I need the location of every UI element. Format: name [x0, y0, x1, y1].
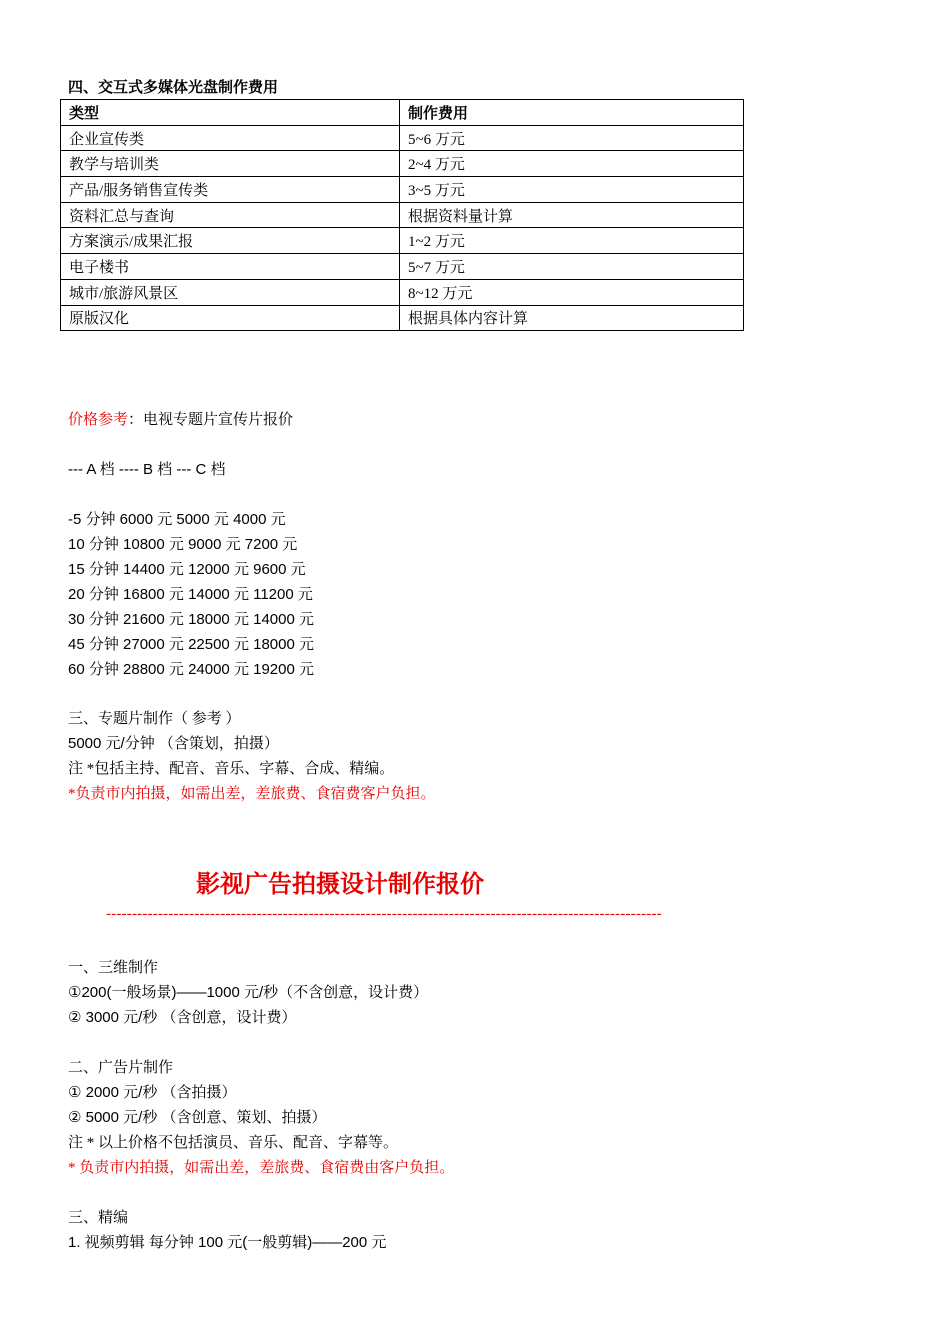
cell-cost: 8~12 万元 — [400, 279, 744, 305]
cell-cost: 5~7 万元 — [400, 254, 744, 280]
tv-price-row: 45 分钟 27000 元 22500 元 18000 元 — [68, 636, 314, 653]
cell-cost: 2~4 万元 — [400, 151, 744, 177]
three-d-item: ①200(一般场景)——1000 元/秒（不含创意，设计费） — [68, 984, 429, 1001]
cell-type: 资料汇总与查询 — [61, 202, 400, 228]
cell-type: 企业宣传类 — [61, 125, 400, 151]
commercial-item: ① 2000 元/秒 （含拍摄） — [68, 1084, 237, 1101]
cell-type: 城市/旅游风景区 — [61, 279, 400, 305]
table-row — [61, 279, 744, 305]
commercial-warning: * 负责市内拍摄，如需出差，差旅费、食宿费由客户负担。 — [68, 1160, 455, 1176]
cell-cost: 1~2 万元 — [400, 228, 744, 254]
tv-price-row: -5 分钟 6000 元 5000 元 4000 元 — [68, 511, 286, 528]
three-d-title: 一、三维制作 — [68, 960, 159, 976]
table-row — [61, 228, 744, 254]
editing-item: 1. 视频剪辑 每分钟 100 元(一般剪辑)——200 元 — [68, 1234, 387, 1251]
cell-type: 方案演示/成果汇报 — [61, 228, 400, 254]
price-reference-text: ：电视专题片宣传片报价 — [128, 412, 294, 428]
feature-film-note: 注 *包括主持、配音、音乐、字幕、合成、精编。 — [68, 761, 395, 777]
cell-cost: 5~6 万元 — [400, 125, 744, 151]
tier-header: --- A 档 ---- B 档 --- C 档 — [68, 461, 226, 478]
table-row — [61, 177, 744, 203]
cell-type: 产品/服务销售宣传类 — [61, 177, 400, 203]
cell-type: 教学与培训类 — [61, 151, 400, 177]
feature-film-warning: *负责市内拍摄，如需出差，差旅费、食宿费客户负担。 — [68, 786, 436, 802]
cell-cost: 3~5 万元 — [400, 177, 744, 203]
tv-price-row: 15 分钟 14400 元 12000 元 9600 元 — [68, 561, 306, 578]
tv-price-row: 10 分钟 10800 元 9000 元 7200 元 — [68, 536, 298, 553]
table-header-row — [61, 100, 744, 126]
editing-title: 三、精编 — [68, 1210, 129, 1226]
feature-film-price: 5000 元/分钟 （含策划，拍摄） — [68, 735, 279, 752]
table-row — [61, 202, 744, 228]
table-row — [61, 125, 744, 151]
tv-price-row: 30 分钟 21600 元 18000 元 14000 元 — [68, 611, 314, 628]
feature-film-title: 三、专题片制作（ 参考 ） — [68, 711, 241, 727]
cell-type: 电子楼书 — [61, 254, 400, 280]
three-d-item: ② 3000 元/秒 （含创意，设计费） — [68, 1009, 297, 1026]
tv-price-row: 20 分钟 16800 元 14000 元 11200 元 — [68, 586, 313, 603]
cost-table — [60, 99, 744, 331]
header-cost: 制作费用 — [400, 100, 744, 126]
commercial-note: 注 * 以上价格不包括演员、音乐、配音、字幕等。 — [68, 1135, 399, 1151]
table-row — [61, 151, 744, 177]
table-row — [61, 305, 744, 331]
header-type: 类型 — [61, 100, 400, 126]
commercial-item: ② 5000 元/秒 （含创意、策划、拍摄） — [68, 1109, 327, 1126]
tv-price-heading — [68, 408, 293, 429]
ad-section-title: 影视广告拍摄设计制作报价 — [196, 872, 484, 898]
cell-cost: 根据具体内容计算 — [400, 305, 744, 331]
price-reference-label: 价格参考 — [68, 412, 129, 428]
section4-title: 四、交互式多媒体光盘制作费用 — [68, 80, 279, 96]
cell-type: 原版汉化 — [61, 305, 400, 331]
tv-price-row: 60 分钟 28800 元 24000 元 19200 元 — [68, 661, 314, 678]
ad-section-divider: ----------------------------------------------------------------------------------------------------------- — [106, 906, 662, 922]
table-row — [61, 254, 744, 280]
cell-cost: 根据资料量计算 — [400, 202, 744, 228]
commercial-title: 二、广告片制作 — [68, 1060, 174, 1076]
